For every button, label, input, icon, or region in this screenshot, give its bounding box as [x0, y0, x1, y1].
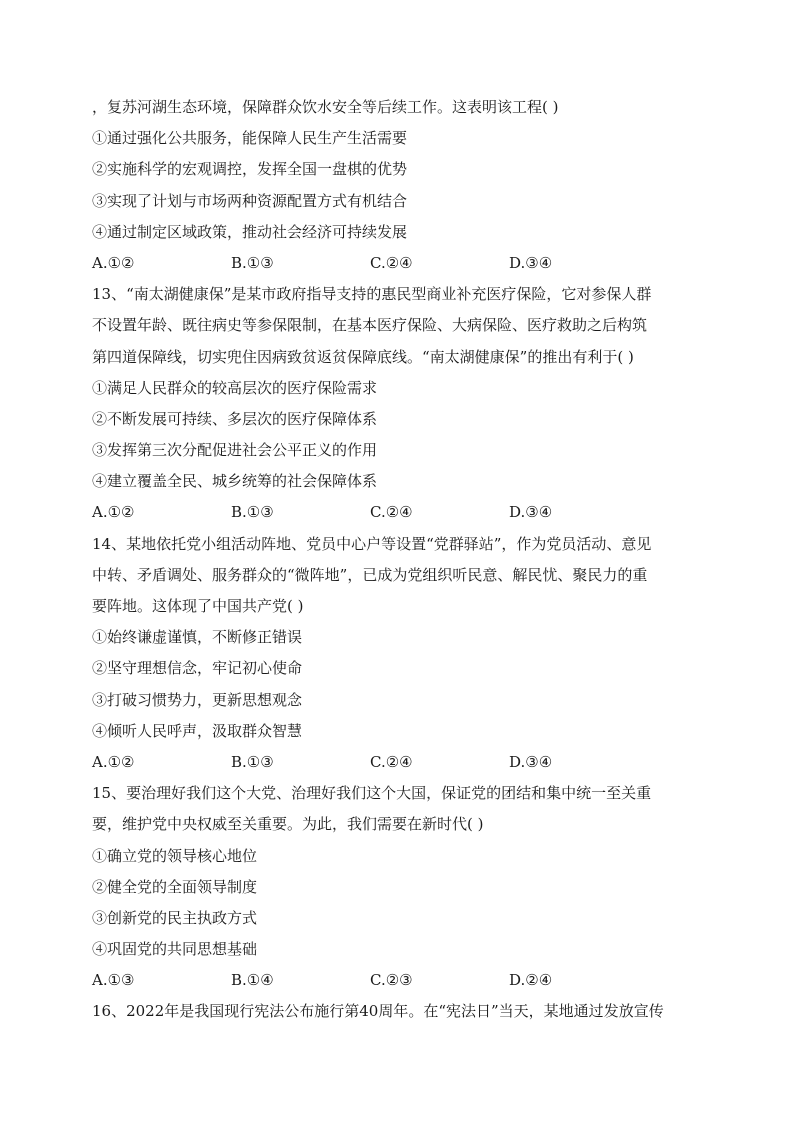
option-c: C.②③	[370, 971, 413, 990]
statement-2: ②坚守理想信念，牢记初心使命	[92, 659, 303, 678]
statement-2: ②不断发展可持续、多层次的医疗保障体系	[92, 409, 378, 428]
statement-3: ③打破习惯势力，更新思想观念	[92, 690, 303, 709]
question-stem-line: 中转、矛盾调处、服务群众的“微阵地”，已成为党组织听民意、解民忧、聚民力的重	[92, 565, 648, 584]
question-stem-line: 16、2022年是我国现行宪法公布施行第40周年。在“宪法日”当天，某地通过发放宣传	[92, 1002, 664, 1021]
statement-1: ①始终谦虚谨慎，不断修正错误	[92, 628, 303, 647]
option-d: D.③④	[509, 752, 553, 771]
question-stem-line: 要，维护党中央权威至关重要。为此，我们需要在新时代( )	[92, 815, 484, 834]
question-stem-line: 要阵地。这体现了中国共产党( )	[92, 597, 304, 615]
statement-4: ④建立覆盖全民、城乡统筹的社会保障体系	[92, 472, 378, 491]
statement-2: ②实施科学的宏观调控，发挥全国一盘棋的优势	[92, 160, 408, 179]
answer-options	[92, 248, 712, 279]
statement-3: ③发挥第三次分配促进社会公平正义的作用	[92, 441, 378, 460]
option-b: B.①④	[231, 971, 274, 990]
question-stem-line: 不设置年龄、既往病史等参保限制，在基本医疗保险、大病保险、医疗救助之后构筑	[92, 316, 648, 335]
option-b: B.①③	[231, 253, 274, 272]
option-b: B.①③	[231, 752, 274, 771]
statement-3: ③实现了计划与市场两种资源配置方式有机结合	[92, 191, 408, 210]
answer-options	[92, 965, 712, 996]
statement-1: ①通过强化公共服务，能保障人民生产生活需要	[92, 129, 408, 148]
option-a: A.①②	[92, 752, 135, 771]
question-12-stem-tail: ，复苏河湖生态环境，保障群众饮水安全等后续工作。这表明该工程( )	[92, 98, 559, 116]
option-d: D.②④	[509, 971, 553, 990]
answer-options	[92, 497, 712, 528]
option-d: D.③④	[509, 503, 553, 522]
question-15	[92, 778, 712, 996]
option-c: C.②④	[370, 752, 413, 771]
question-12	[92, 92, 712, 279]
option-b: B.①③	[231, 503, 274, 522]
answer-options	[92, 747, 712, 778]
question-stem-line: 15、要治理好我们这个大党、治理好我们这个大国，保证党的团结和集中统一至关重	[92, 784, 652, 803]
question-16	[92, 996, 712, 1027]
statement-3: ③创新党的民主执政方式	[92, 908, 258, 927]
question-stem-line: 13、“南太湖健康保”是某市政府指导支持的惠民型商业补充医疗保险，它对参保人群	[92, 285, 652, 304]
statement-4: ④巩固党的共同思想基础	[92, 940, 258, 959]
option-a: A.①③	[92, 971, 135, 990]
statement-1: ①满足人民群众的较高层次的医疗保险需求	[92, 378, 378, 397]
statement-4: ④通过制定区域政策，推动社会经济可持续发展	[92, 222, 408, 241]
option-d: D.③④	[509, 253, 553, 272]
statement-1: ①确立党的领导核心地位	[92, 846, 258, 865]
question-stem-line: 第四道保障线，切实兜住因病致贫返贫保障底线。“南太湖健康保”的推出有利于( )	[92, 347, 634, 366]
statement-2: ②健全党的全面领导制度	[92, 877, 258, 896]
option-c: C.②④	[370, 253, 413, 272]
question-14	[92, 529, 712, 779]
option-a: A.①②	[92, 503, 135, 522]
question-stem-line: 14、某地依托党小组活动阵地、党员中心户等设置“党群驿站”，作为党员活动、意见	[92, 534, 652, 553]
exam-page	[92, 92, 712, 1028]
option-a: A.①②	[92, 253, 135, 272]
statement-4: ④倾听人民呼声，汲取群众智慧	[92, 721, 303, 740]
option-c: C.②④	[370, 503, 413, 522]
question-13	[92, 279, 712, 529]
